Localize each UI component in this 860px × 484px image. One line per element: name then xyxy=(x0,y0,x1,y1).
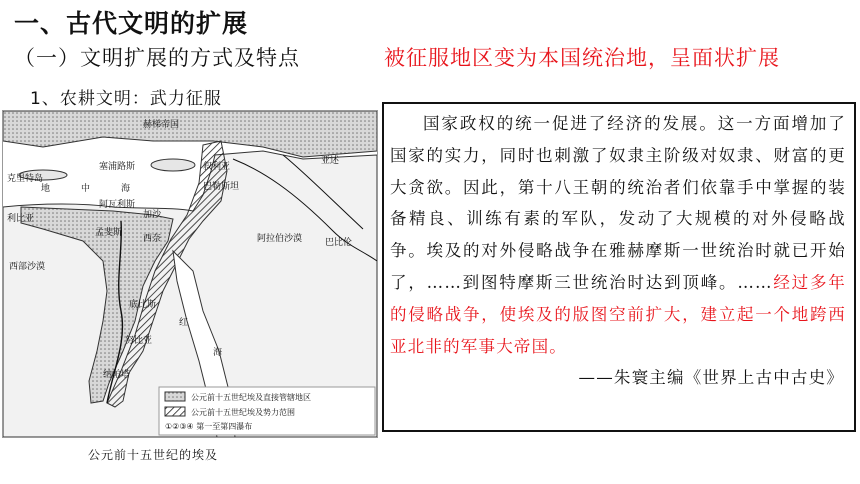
legend-swatch-influence xyxy=(165,407,185,416)
label-arabian-desert: 阿拉伯沙漠 xyxy=(257,234,303,244)
label-red-sea-2: 海 xyxy=(213,348,223,358)
quote-source: ——朱寰主编《世界上古中古史》 xyxy=(578,368,844,388)
label-napata: 纳帕塔 xyxy=(103,370,131,380)
label-mediterranean-1: 地 xyxy=(41,184,51,194)
label-mediterranean-2: 中 xyxy=(81,184,91,194)
cyprus-island xyxy=(151,159,195,171)
label-crete: 克里特岛 xyxy=(7,174,44,184)
label-nubia: 努比亚 xyxy=(125,336,153,346)
slide-title: 一、古代文明的扩展 xyxy=(14,9,249,38)
slide-subtitle: （一）文明扩展的方式及特点 xyxy=(14,46,300,70)
legend-swatch-direct xyxy=(165,392,185,401)
label-assyria: 亚述 xyxy=(321,156,340,166)
label-memphis: 孟斐斯 xyxy=(95,228,123,238)
section-label: 1、农耕文明：武力征服 xyxy=(30,89,222,109)
label-syria: 叙利亚 xyxy=(203,162,231,172)
egypt-map xyxy=(2,110,378,438)
label-thebes: 底比斯 xyxy=(129,300,157,310)
quote-highlight: 经过多年的侵略战争，使埃及的版图空前扩大，建立起一个地跨西亚北非的军事大帝国。 xyxy=(390,272,846,356)
legend-direct-rule: 公元前十五世纪埃及直接管辖地区 xyxy=(191,393,311,402)
label-cyprus: 塞浦路斯 xyxy=(99,162,136,172)
quote-text xyxy=(390,108,846,394)
quote-body: 国家政权的统一促进了经济的发展。这一方面增加了国家的实力，同时也刺激了奴隶主阶级对奴隶、财富的更大贪欲。因此，第十八王朝的统治者们依靠手中掌握的装备精良、训练有素的军队，发动了大规模的对外侵略战争。埃及的对外侵略战争在雅赫摩斯一世统治时就已开始了，……到图特摩斯三世统治时达到顶峰。…… xyxy=(390,114,846,292)
label-hittite: 赫梯帝国 xyxy=(143,120,180,130)
label-gaza: 加沙 xyxy=(143,210,162,220)
map-legend xyxy=(159,387,375,435)
label-sinai: 西奈 xyxy=(143,234,162,244)
egypt-map-drawing xyxy=(3,111,377,437)
label-avaris: 阿瓦利斯 xyxy=(99,200,136,210)
quote-box xyxy=(382,102,856,432)
label-libya: 利比亚 xyxy=(7,214,35,224)
label-western-desert: 西部沙漠 xyxy=(9,262,46,272)
label-mediterranean-3: 海 xyxy=(121,184,131,194)
label-canaan: 巴勒斯坦 xyxy=(203,182,240,192)
legend-cataracts: ①②③④ 第一至第四瀑布 xyxy=(165,422,253,431)
legend-influence: 公元前十五世纪埃及势力范围 xyxy=(191,408,295,417)
label-babylon: 巴比伦 xyxy=(325,238,353,248)
expansion-characteristic-note: 被征服地区变为本国统治地，呈面状扩展 xyxy=(384,46,780,70)
label-red-sea-1: 红 xyxy=(179,318,189,328)
map-caption: 公元前十五世纪的埃及 xyxy=(88,448,219,462)
